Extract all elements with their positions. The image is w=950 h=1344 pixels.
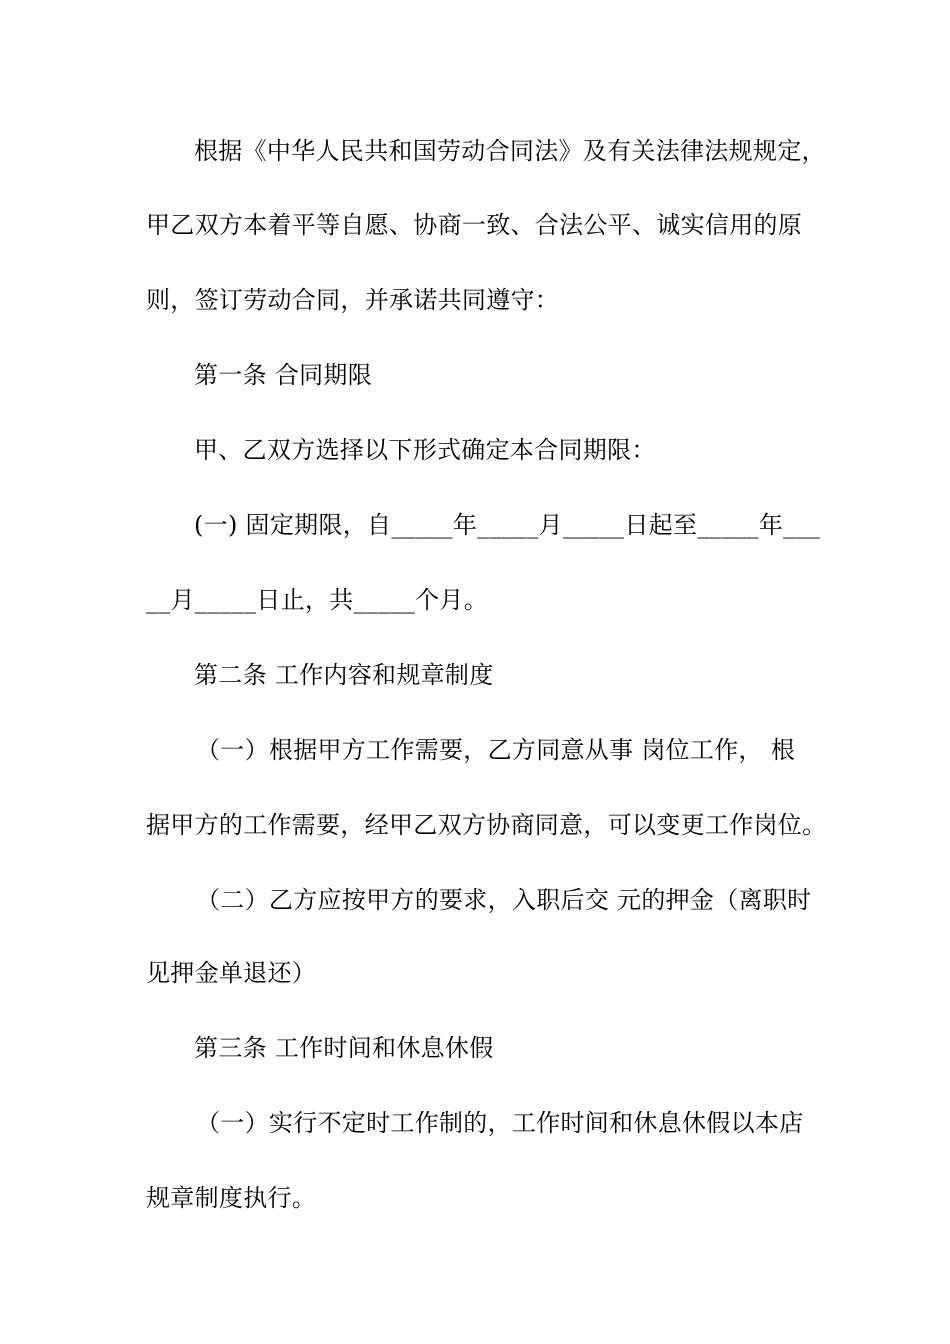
article-1-intro: 甲、乙双方选择以下形式确定本合同期限： (194, 436, 656, 464)
article-3-heading: 第三条 工作时间和休息休假 (194, 1034, 494, 1062)
paragraph-intro-line-2: 甲乙双方本着平等自愿、协商一致、合法公平、诚实信用的原 (146, 211, 803, 239)
article-1-clause-1-line-2: __月_____日止，共_____个月。 (146, 586, 488, 614)
paragraph-intro-line-1: 根据《中华人民共和国劳动合同法》及有关法律法规规定， (194, 137, 826, 165)
article-2-clause-2-line-1: （二）乙方应按甲方的要求，入职后交 元的押金（离职时 (196, 886, 812, 914)
article-3-clause-1-line-1: （一）实行不定时工作制的，工作时间和休息休假以本店 (196, 1109, 804, 1137)
article-2-clause-2-line-2: 见押金单退还） (146, 959, 317, 987)
article-2-clause-1-line-1: （一）根据甲方工作需要，乙方同意从事 岗位工作， 根 (196, 736, 796, 764)
article-1-heading: 第一条 合同期限 (194, 361, 373, 389)
article-2-heading: 第二条 工作内容和规章制度 (194, 661, 494, 689)
article-1-clause-1-line-1: (一) 固定期限，自_____年_____月_____日起至_____年___ (194, 511, 821, 539)
article-3-clause-1-line-2: 规章制度执行。 (146, 1184, 317, 1212)
paragraph-intro-line-3: 则，签订劳动合同，并承诺共同遵守： (146, 286, 560, 314)
article-2-clause-1-line-2: 据甲方的工作需要，经甲乙双方协商同意，可以变更工作岗位。 (146, 811, 827, 839)
